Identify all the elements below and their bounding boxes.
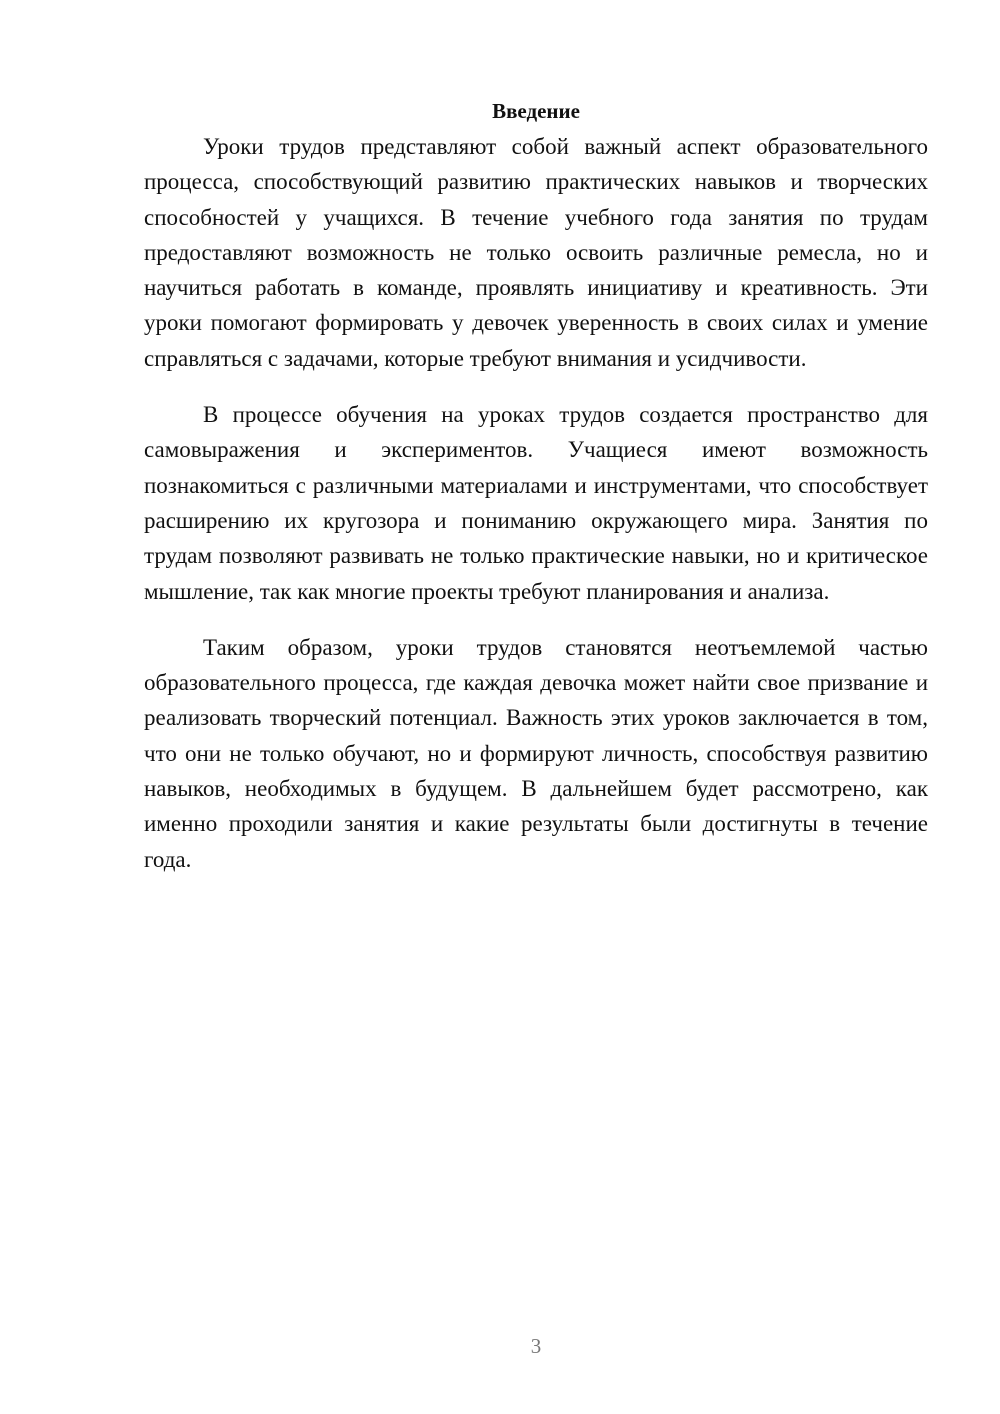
document-body <box>144 94 928 877</box>
paragraph-1: Уроки трудов представляют собой важный аспект образовательного процесса, способствующий развитию практических навыков и творческих способностей у учащихся. В течение учебного года занятия по трудам предоставляют возможность не только освоить различные ремесла, но и научиться работать в команде, проявлять инициативу и креативность. Эти уроки помогают формировать у девочек уверенность в своих силах и умение справляться с задачами, которые требуют внимания и усидчивости. <box>144 134 928 371</box>
paragraph-3: Таким образом, уроки трудов становятся неотъемлемой частью образовательного процесса, где каждая девочка может найти свое призвание и реализовать творческий потенциал. Важность этих уроков заключается в том, что они не только обучают, но и формируют личность, способствуя развитию навыков, необходимых в будущем. В дальнейшем будет рассмотрено, как именно проходили занятия и какие результаты были достигнуты в течение года. <box>144 634 928 872</box>
section-title: Введение <box>492 99 580 123</box>
paragraph-2: В процессе обучения на уроках трудов создается пространство для самовыражения и экспериментов. Учащиеся имеют возможность познакомиться с различными материалами и инструментами, что способствует расширению их кругозора и пониманию окружающего мира. Занятия по трудам позволяют развивать не только практические навыки, но и критическое мышление, так как многие проекты требуют планирования и анализа. <box>144 402 928 604</box>
page-number: 3 <box>530 1334 542 1358</box>
